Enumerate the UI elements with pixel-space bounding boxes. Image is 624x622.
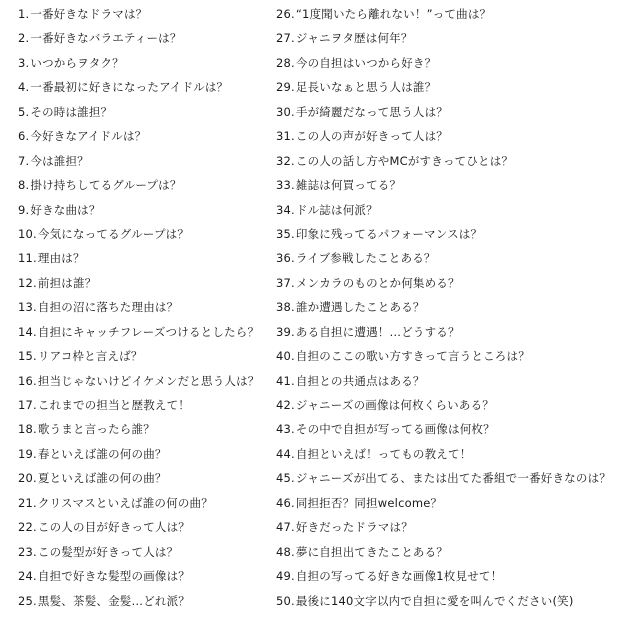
question-item (276, 417, 616, 441)
question-item (18, 222, 276, 246)
question-item (276, 466, 616, 490)
question-text: いつからヲタク？ (30, 55, 124, 70)
question-text: この人の声が好きって人は？ (295, 129, 448, 144)
question-item (18, 491, 276, 515)
question-number: 41. (276, 373, 295, 388)
question-number: 44. (276, 446, 295, 461)
question-item (18, 149, 276, 173)
question-number: 26. (276, 7, 295, 21)
question-text: この髪型が好きって人は？ (37, 544, 179, 559)
question-text: 誰か遭遇したことある？ (295, 300, 425, 315)
question-text: 最後に140文字以内で自担に愛を叫んでください(笑) (295, 593, 574, 608)
question-item (276, 295, 616, 319)
question-item (18, 198, 276, 222)
question-number: 27. (276, 31, 295, 46)
question-number: 17. (18, 398, 37, 412)
question-number: 39. (276, 324, 295, 339)
question-item (18, 344, 276, 368)
question-item (276, 222, 616, 246)
question-text: ジャニヲタ歴は何年？ (295, 31, 413, 46)
question-text: 前担は誰？ (37, 275, 97, 290)
question-item (18, 320, 276, 344)
question-number: 9. (18, 202, 30, 217)
question-number: 19. (18, 446, 37, 461)
question-number: 42. (276, 398, 295, 412)
question-item (18, 2, 276, 26)
question-text: 自担との共通点はある？ (295, 373, 425, 388)
question-item (18, 442, 276, 466)
question-item (18, 564, 276, 588)
question-text: 黒髪、茶髪、金髪…どれ派？ (37, 593, 190, 608)
question-number: 6. (18, 129, 30, 144)
question-text: クリスマスといえば誰の何の曲？ (37, 495, 213, 510)
question-number: 25. (18, 593, 37, 608)
question-number: 16. (18, 373, 37, 388)
question-text: この人の話し方やMCがすきってひとは？ (295, 153, 514, 168)
question-text: 自担のここの歌い方すきって言うところは？ (295, 349, 530, 364)
question-number: 32. (276, 153, 295, 168)
question-number: 48. (276, 544, 295, 559)
question-number: 46. (276, 495, 295, 510)
question-text: 春といえば誰の何の曲？ (37, 446, 167, 461)
question-number: 37. (276, 275, 295, 290)
question-item (276, 173, 616, 197)
question-item (276, 75, 616, 99)
question-item (18, 100, 276, 124)
question-number: 38. (276, 300, 295, 315)
question-number: 18. (18, 422, 37, 437)
question-item (18, 51, 276, 75)
question-item (18, 26, 276, 50)
question-number: 45. (276, 471, 295, 486)
question-text: ライブ参戦したことある？ (295, 251, 436, 266)
question-number: 14. (18, 324, 37, 339)
question-item (18, 466, 276, 490)
question-item (276, 589, 616, 613)
question-number: 21. (18, 495, 37, 510)
question-number: 13. (18, 300, 37, 315)
question-item (18, 271, 276, 295)
question-text: 一番好きなドラマは？ (30, 7, 148, 21)
question-number: 29. (276, 80, 295, 95)
question-text: ジャニーズの画像は何枚くらいある？ (295, 398, 494, 412)
question-item (18, 540, 276, 564)
question-number: 11. (18, 251, 37, 266)
question-text: 好きな曲は？ (30, 202, 101, 217)
question-number: 50. (276, 593, 295, 608)
question-number: 36. (276, 251, 295, 266)
question-text: 自担にキャッチフレーズつけるとしたら？ (37, 324, 260, 339)
question-item (18, 295, 276, 319)
question-number: 33. (276, 178, 295, 193)
question-text: 夢に自担出てきたことある？ (295, 544, 448, 559)
question-number: 10. (18, 226, 37, 241)
question-number: 34. (276, 202, 295, 217)
question-text: リアコ枠と言えば？ (37, 349, 143, 364)
question-number: 5. (18, 104, 30, 119)
question-item (18, 417, 276, 441)
question-item (276, 246, 616, 270)
question-item (276, 2, 616, 26)
question-item (276, 124, 616, 148)
question-text: 好きだったドラマは？ (295, 520, 413, 535)
question-text: これまでの担当と歴教えて！ (37, 398, 190, 412)
question-number: 47. (276, 520, 295, 535)
question-column-right (276, 2, 616, 622)
question-text: 夏といえば誰の何の曲？ (37, 471, 167, 486)
question-item (276, 100, 616, 124)
question-item (276, 26, 616, 50)
question-item (18, 393, 276, 417)
question-number: 43. (276, 422, 295, 437)
question-text: ある自担に遭遇！…どうする？ (295, 324, 460, 339)
question-text: 今の自担はいつから好き？ (295, 55, 437, 70)
question-number: 24. (18, 569, 37, 584)
question-item (18, 515, 276, 539)
question-text: 雑誌は何買ってる？ (295, 178, 402, 193)
question-text: 今は誰担？ (30, 153, 89, 168)
question-item (276, 442, 616, 466)
question-number: 35. (276, 226, 295, 241)
question-text: 今好きなアイドルは？ (30, 129, 147, 144)
question-number: 1. (18, 7, 30, 21)
question-item (18, 173, 276, 197)
question-number: 8. (18, 178, 30, 193)
question-text: 自担といえば！ってもの教えて！ (295, 446, 472, 461)
question-text: 足長いなぁと思う人は誰？ (295, 80, 437, 95)
question-text: 担当じゃないけどイケメンだと思う人は？ (37, 373, 260, 388)
question-text: この人の目が好きって人は？ (37, 520, 190, 535)
question-number: 40. (276, 349, 295, 364)
question-item (276, 393, 616, 417)
question-item (18, 124, 276, 148)
question-number: 23. (18, 544, 37, 559)
question-text: メンカラのものとか何集める？ (295, 275, 460, 290)
question-column-left (18, 2, 276, 622)
question-text: ジャニーズが出てる、または出てた番組で一番好きなのは？ (295, 471, 611, 486)
question-text: 一番最初に好きになったアイドルは？ (30, 80, 229, 95)
question-text: 自担で好きな髪型の画像は？ (37, 569, 190, 584)
question-text: その中で自担が写ってる画像は何枚？ (295, 422, 495, 437)
question-text: 自担の写ってる好きな画像1枚見せて！ (295, 569, 503, 584)
question-number: 2. (18, 31, 30, 46)
question-number: 4. (18, 80, 30, 95)
question-text: 歌うまと言ったら誰？ (37, 422, 155, 437)
question-item (276, 515, 616, 539)
question-item (18, 75, 276, 99)
question-item (276, 320, 616, 344)
question-number: 12. (18, 275, 37, 290)
question-item (276, 491, 616, 515)
question-text: “1度聞いたら離れない！”って曲は？ (295, 7, 492, 21)
question-text: その時は誰担？ (30, 104, 113, 119)
question-number: 7. (18, 153, 30, 168)
question-item (276, 369, 616, 393)
question-number: 20. (18, 471, 37, 486)
question-text: 自担の沼に落ちた理由は？ (37, 300, 179, 315)
question-item (18, 589, 276, 613)
question-item (18, 246, 276, 270)
question-item (276, 149, 616, 173)
question-item (276, 51, 616, 75)
question-text: 印象に残ってるパフォーマンスは？ (295, 226, 483, 241)
question-item (276, 271, 616, 295)
question-text: 今気になってるグループは？ (37, 226, 190, 241)
question-item (276, 344, 616, 368)
question-number: 15. (18, 349, 37, 364)
question-text: 一番好きなバラエティーは？ (30, 31, 182, 46)
question-number: 49. (276, 569, 295, 584)
question-text: 掛け持ちしてるグループは？ (30, 178, 182, 193)
question-number: 3. (18, 55, 30, 70)
question-text: 手が綺麗だなって思う人は？ (295, 104, 448, 119)
question-number: 31. (276, 129, 295, 144)
question-number: 30. (276, 104, 295, 119)
question-item (276, 540, 616, 564)
question-number: 22. (18, 520, 37, 535)
question-item (276, 564, 616, 588)
question-item (276, 198, 616, 222)
question-text: 理由は？ (37, 251, 85, 266)
question-number: 28. (276, 55, 295, 70)
question-item (18, 369, 276, 393)
question-text: 同担拒否？同担welcome？ (295, 495, 443, 510)
question-text: ドル誌は何派？ (295, 202, 378, 217)
